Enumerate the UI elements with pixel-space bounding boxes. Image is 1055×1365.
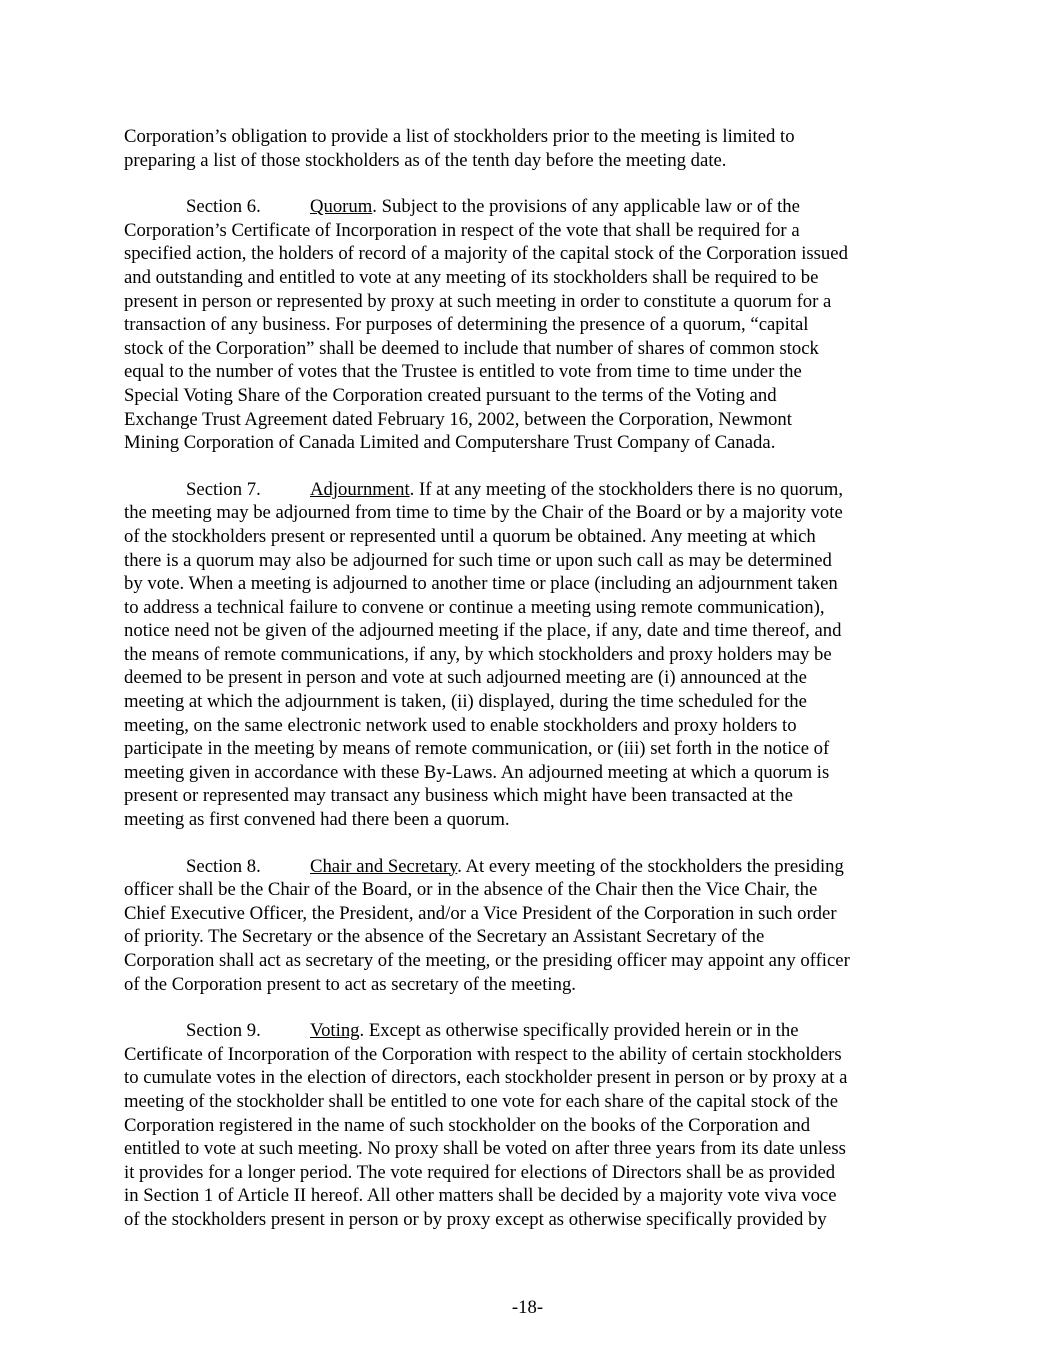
section-heading: Quorum bbox=[310, 196, 373, 218]
text-line: Corporation’s Certificate of Incorporation in respect of the vote that shall be required for a bbox=[124, 219, 800, 241]
text-line: Corporation registered in the name of such stockholder on the books of the Corporation and bbox=[124, 1114, 811, 1136]
text-line: participate in the meeting by means of remote communication, or (iii) set forth in the notice of bbox=[124, 738, 830, 760]
text-line: equal to the number of votes that the Trustee is entitled to vote from time to time under the bbox=[124, 361, 802, 383]
text-line: preparing a list of those stockholders as of the tenth day before the meeting date. bbox=[124, 149, 727, 171]
section-7-adjournment bbox=[124, 478, 934, 832]
section-heading: Voting bbox=[310, 1020, 360, 1042]
text-line: of the stockholders present or represented until a quorum be obtained. Any meeting at which bbox=[124, 525, 816, 547]
section-heading: Chair and Secretary bbox=[310, 855, 458, 877]
section-heading: Adjournment bbox=[310, 478, 410, 500]
text-line: the means of remote communications, if any, by which stockholders and proxy holders may be bbox=[124, 643, 832, 665]
text-line: Corporation shall act as secretary of the meeting, or the presiding officer may appoint any officer bbox=[124, 950, 850, 971]
section-6-quorum bbox=[124, 195, 934, 455]
text-line: Chief Executive Officer, the President, and/or a Vice President of the Corporation in such order bbox=[124, 902, 837, 924]
text-line: Mining Corporation of Canada Limited and Computershare Trust Company of Canada. bbox=[124, 432, 776, 454]
section-text: . Subject to the provisions of any applicable law or of the bbox=[372, 196, 800, 218]
text-line: Certificate of Incorporation of the Corporation with respect to the ability of certain stockholders bbox=[124, 1043, 842, 1065]
text-line: Special Voting Share of the Corporation created pursuant to the terms of the Voting and bbox=[124, 384, 777, 406]
text-line: there is a quorum may also be adjourned for such time or upon such call as may be determined bbox=[124, 549, 832, 571]
section-number: Section 8. bbox=[186, 855, 261, 877]
text-line: meeting as first convened had there been a quorum. bbox=[124, 809, 510, 831]
text-line: entitled to vote at such meeting. No proxy shall be voted on after three years from its date unless bbox=[124, 1138, 846, 1160]
text-line: specified action, the holders of record of a majority of the capital stock of the Corporation issued bbox=[124, 243, 848, 265]
section-text: . If at any meeting of the stockholders there is no quorum, bbox=[409, 478, 843, 500]
text-line: of the stockholders present in person or by proxy except as otherwise specifically provided by bbox=[124, 1208, 827, 1230]
section-text: . At every meeting of the stockholders the presiding bbox=[457, 855, 844, 877]
text-line: to cumulate votes in the election of directors, each stockholder present in person or by proxy at a bbox=[124, 1067, 848, 1089]
text-line: Exchange Trust Agreement dated February 16, 2002, between the Corporation, Newmont bbox=[124, 408, 792, 430]
text-line: of the Corporation present to act as secretary of the meeting. bbox=[124, 973, 576, 995]
text-line: present or represented may transact any business which might have been transacted at the bbox=[124, 785, 793, 807]
text-line: deemed to be present in person and vote at such adjourned meeting are (i) announced at the bbox=[124, 667, 807, 689]
text-line: of priority. The Secretary or the absence of the Secretary an Assistant Secretary of the bbox=[124, 926, 765, 948]
text-line: and outstanding and entitled to vote at any meeting of its stockholders shall be required to be bbox=[124, 266, 819, 288]
text-line: the meeting may be adjourned from time to time by the Chair of the Board or by a majority vote bbox=[124, 502, 843, 524]
text-line: Corporation’s obligation to provide a list of stockholders prior to the meeting is limited to bbox=[124, 126, 795, 147]
section-9-voting bbox=[124, 1019, 934, 1231]
text-line: officer shall be the Chair of the Board, or in the absence of the Chair then the Vice Chair, the bbox=[124, 879, 818, 901]
text-line: by vote. When a meeting is adjourned to another time or place (including an adjournment taken bbox=[124, 573, 838, 595]
text-line: in Section 1 of Article II hereof. All other matters shall be decided by a majority vote viva voce bbox=[124, 1185, 837, 1207]
text-line: present in person or represented by proxy at such meeting in order to constitute a quorum for a bbox=[124, 290, 832, 312]
text-line: to address a technical failure to convene or continue a meeting using remote communication), bbox=[124, 596, 825, 618]
page-number: -18- bbox=[511, 1297, 544, 1318]
text-line: meeting, on the same electronic network used to enable stockholders and proxy holders to bbox=[124, 714, 797, 736]
section-number: Section 6. bbox=[186, 196, 261, 218]
continuation-paragraph bbox=[124, 125, 934, 172]
section-number: Section 9. bbox=[186, 1020, 261, 1042]
document-page bbox=[124, 125, 934, 1255]
text-line: meeting given in accordance with these By-Laws. An adjourned meeting at which a quorum is bbox=[124, 761, 830, 783]
text-line: meeting of the stockholder shall be entitled to one vote for each share of the capital stock of the bbox=[124, 1090, 839, 1112]
text-line: it provides for a longer period. The vote required for elections of Directors shall be as provided bbox=[124, 1161, 836, 1183]
section-number: Section 7. bbox=[186, 478, 261, 500]
text-line: meeting at which the adjournment is taken, (ii) displayed, during the time scheduled for the bbox=[124, 691, 807, 713]
text-line: transaction of any business. For purposes of determining the presence of a quorum, “capital bbox=[124, 314, 809, 336]
text-line: notice need not be given of the adjourned meeting if the place, if any, date and time thereof, and bbox=[124, 620, 842, 642]
section-8-chair-and-secretary bbox=[124, 855, 934, 997]
text-line: stock of the Corporation” shall be deemed to include that number of shares of common stock bbox=[124, 337, 819, 359]
section-text: . Except as otherwise specifically provided herein or in the bbox=[359, 1020, 799, 1042]
